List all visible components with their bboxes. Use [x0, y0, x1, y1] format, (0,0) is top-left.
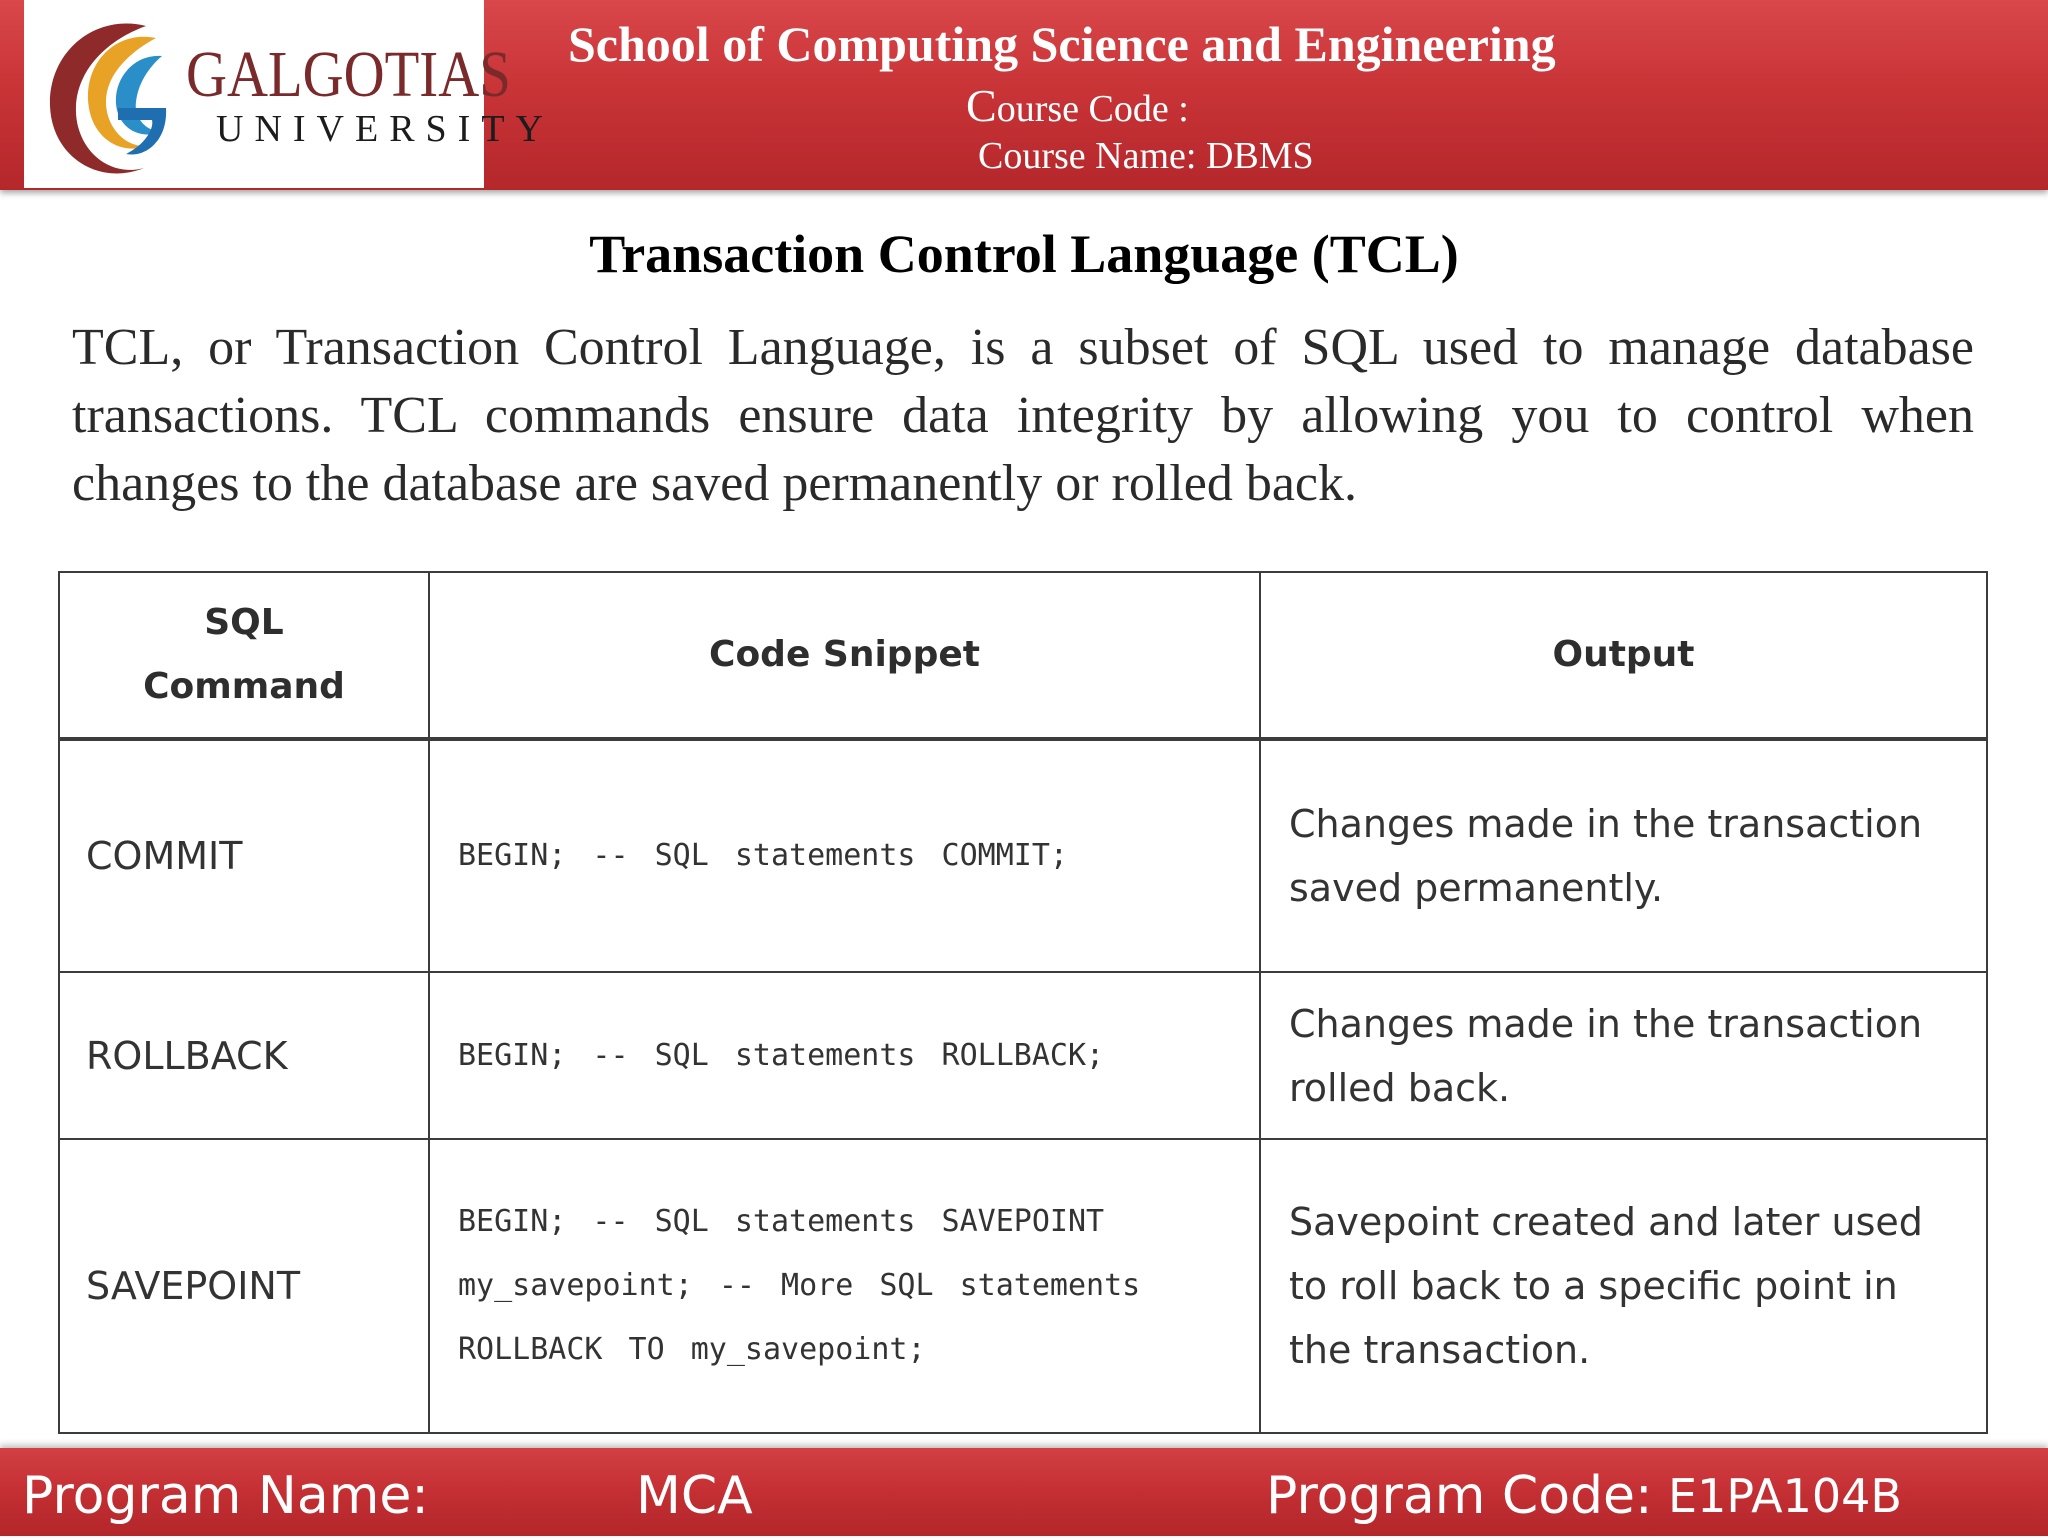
- program-code-value: E1PA104B: [1668, 1469, 1902, 1523]
- code-cell: BEGIN; -- SQL statements ROLLBACK;: [429, 972, 1260, 1139]
- program-name-label: Program Name:: [22, 1466, 429, 1526]
- header-code-snippet: Code Snippet: [429, 572, 1260, 739]
- tcl-table: [58, 571, 1988, 1434]
- table-row: [59, 739, 1987, 972]
- command-cell: ROLLBACK: [59, 972, 429, 1139]
- output-cell: Savepoint created and later used to roll back to a specific point in the transaction.: [1260, 1139, 1987, 1433]
- code-cell: BEGIN; -- SQL statements SAVEPOINT my_savepoint; -- More SQL statements ROLLBACK TO my_savepoint;: [429, 1139, 1260, 1433]
- header-output: Output: [1260, 572, 1987, 739]
- header-sql-command-line2: Command: [143, 666, 345, 707]
- program-name-value: MCA: [636, 1466, 753, 1526]
- output-cell: Changes made in the transaction saved permanently.: [1260, 739, 1987, 972]
- header-sql-command-line1: SQL: [204, 602, 284, 643]
- university-logo: [24, 0, 554, 188]
- table-header-row: [59, 572, 1987, 739]
- logo-wordmark: GALGOTIAS: [186, 38, 511, 111]
- header-sql-command: [59, 572, 429, 739]
- course-code-initial: C: [966, 80, 997, 131]
- school-name: School of Computing Science and Engineering: [568, 16, 1556, 72]
- galgotias-logo-icon: [34, 8, 184, 183]
- intro-paragraph: TCL, or Transaction Control Language, is a subset of SQL used to manage database transactions. TCL commands ensure data integrity by allowing you to control when changes to the database are saved permanently or rolled back.: [72, 319, 1974, 512]
- course-code-rest: ourse Code :: [996, 88, 1189, 130]
- slide-footer: [0, 1448, 2048, 1536]
- slide-title: Transaction Control Language (TCL): [589, 224, 1459, 284]
- slide-header: [0, 0, 2048, 190]
- command-cell: SAVEPOINT: [59, 1139, 429, 1433]
- code-cell: BEGIN; -- SQL statements COMMIT;: [429, 739, 1260, 972]
- table-row: [59, 1139, 1987, 1433]
- command-cell: COMMIT: [59, 739, 429, 972]
- course-name: Course Name: DBMS: [978, 135, 1314, 177]
- logo-subtitle: UNIVERSITY: [216, 108, 554, 150]
- output-cell: Changes made in the transaction rolled back.: [1260, 972, 1987, 1139]
- program-code-label: Program Code:: [1266, 1466, 1653, 1526]
- course-code: [966, 80, 1189, 131]
- table-row: [59, 972, 1987, 1139]
